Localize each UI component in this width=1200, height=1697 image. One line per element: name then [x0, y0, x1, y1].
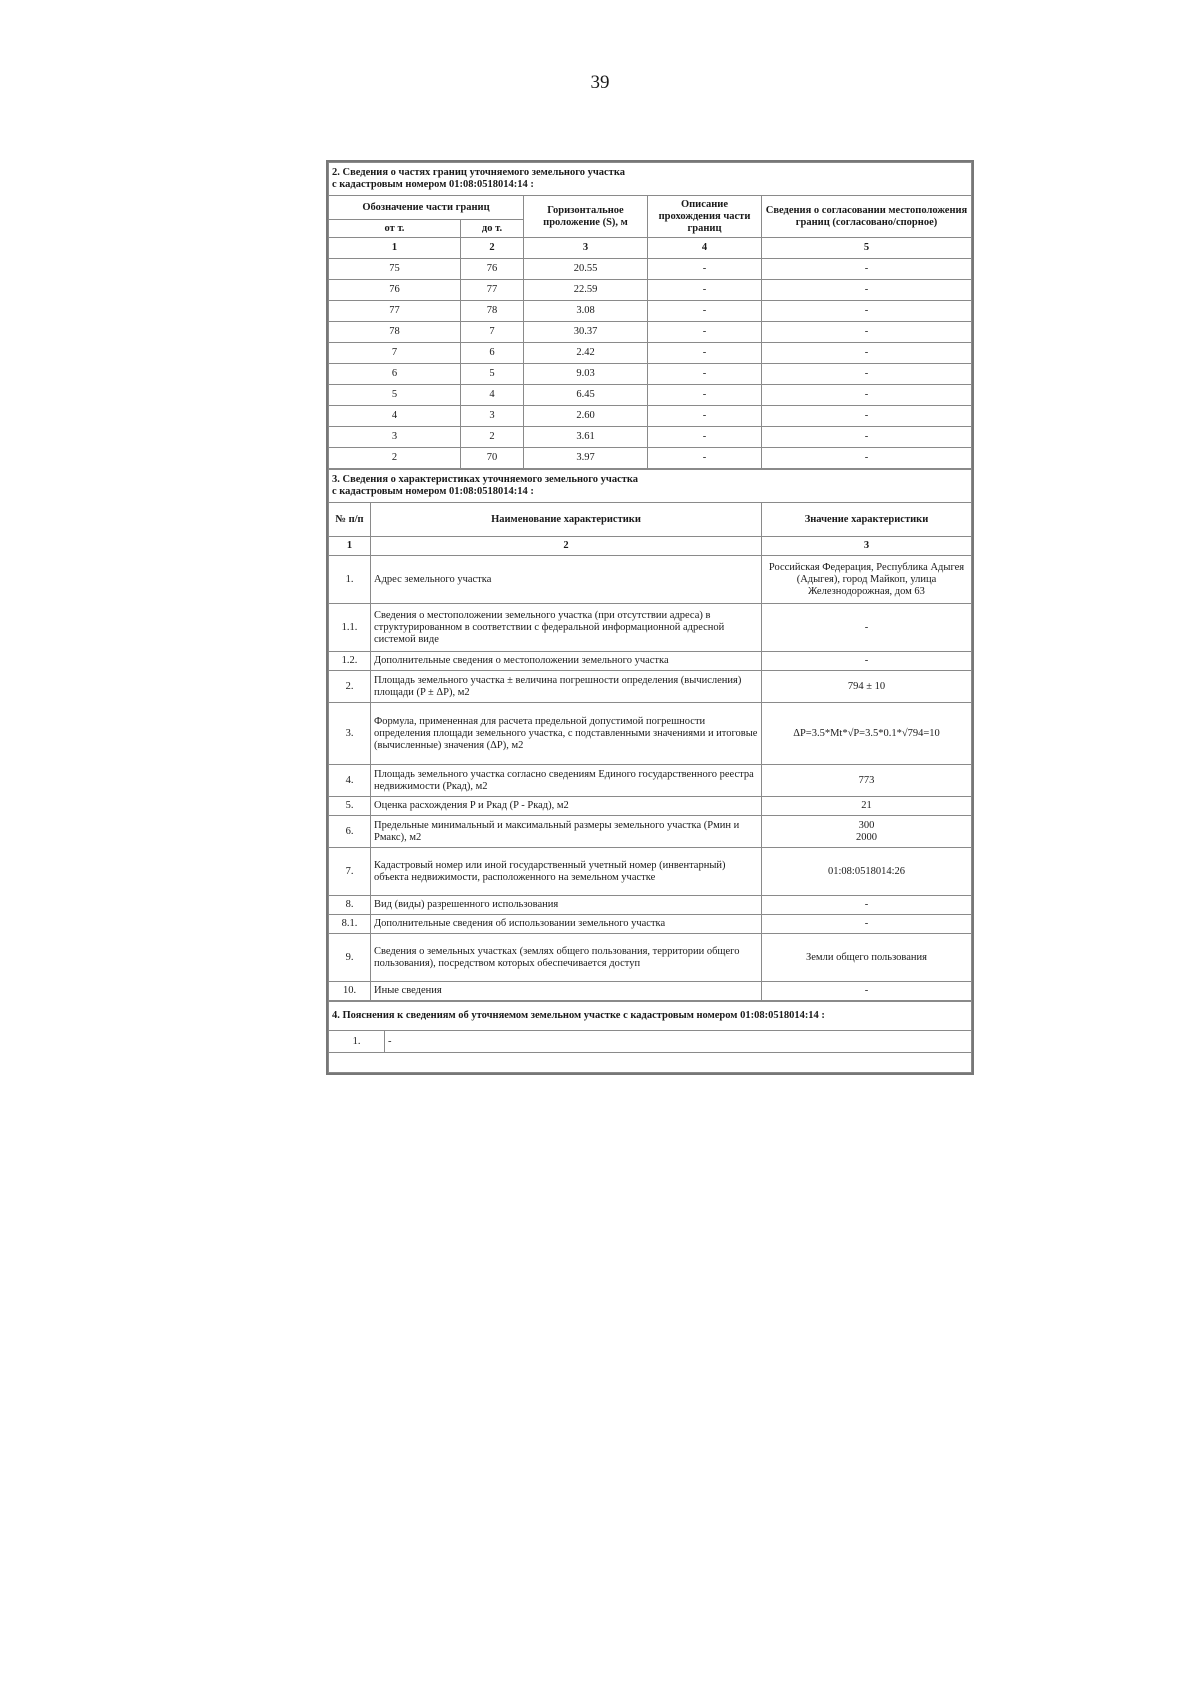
- col-number: 2: [461, 238, 524, 259]
- characteristic-value: 21: [762, 797, 972, 816]
- description: -: [648, 448, 762, 469]
- distance: 9.03: [524, 364, 648, 385]
- col-num-header: № п/п: [329, 503, 371, 537]
- table-row: [329, 604, 972, 652]
- col-description-header: Описание прохождения части границ: [648, 196, 762, 238]
- from-point: 78: [329, 322, 461, 343]
- characteristic-name: Формула, примененная для расчета предельной допустимой погрешности определения площади земельного участка, с подставленными значениями и итоговые (вычисленные) значения (ΔP), м2: [371, 703, 762, 765]
- from-point: 77: [329, 301, 461, 322]
- to-point: 70: [461, 448, 524, 469]
- table-row: [329, 703, 972, 765]
- col-designation-header: Обозначение части границ: [329, 196, 524, 220]
- from-point: 75: [329, 259, 461, 280]
- to-point: 77: [461, 280, 524, 301]
- characteristic-name: Оценка расхождения P и Ркад (P - Ркад), м2: [371, 797, 762, 816]
- row-number: 3.: [329, 703, 371, 765]
- row-number: 9.: [329, 934, 371, 982]
- row-number: 8.1.: [329, 915, 371, 934]
- characteristic-value: Земли общего пользования: [762, 934, 972, 982]
- description: -: [648, 406, 762, 427]
- table-row: [329, 765, 972, 797]
- characteristic-name: Дополнительные сведения о местоположении земельного участка: [371, 652, 762, 671]
- table-row: [329, 915, 972, 934]
- from-point: 7: [329, 343, 461, 364]
- section4-title: 4. Пояснения к сведениям об уточняемом земельном участке с кадастровым номером 01:08:0518014:14 :: [329, 1002, 972, 1031]
- table-row: [329, 556, 972, 604]
- to-point: 76: [461, 259, 524, 280]
- agreement: -: [762, 343, 972, 364]
- table-row: [329, 322, 972, 343]
- from-point: 76: [329, 280, 461, 301]
- table-row-empty: [329, 1053, 972, 1073]
- description: -: [648, 280, 762, 301]
- table-row: [329, 934, 972, 982]
- max-size-value: 2000: [856, 831, 877, 843]
- row-number: 8.: [329, 896, 371, 915]
- section3-title: [329, 470, 972, 503]
- description: -: [648, 301, 762, 322]
- distance: 20.55: [524, 259, 648, 280]
- col-number: 3: [524, 238, 648, 259]
- from-point: 3: [329, 427, 461, 448]
- characteristic-name: Адрес земельного участка: [371, 556, 762, 604]
- cadastral-document: [326, 160, 974, 1075]
- description: -: [648, 322, 762, 343]
- col-number: 1: [329, 238, 461, 259]
- distance: 3.08: [524, 301, 648, 322]
- from-point: 6: [329, 364, 461, 385]
- characteristic-value: 794 ± 10: [762, 671, 972, 703]
- characteristic-name: Предельные минимальный и максимальный размеры земельного участка (Рмин и Рмакс), м2: [371, 816, 762, 848]
- to-point: 6: [461, 343, 524, 364]
- col-to-header: до т.: [461, 220, 524, 238]
- agreement: -: [762, 280, 972, 301]
- row-number: 2.: [329, 671, 371, 703]
- col-number: 2: [371, 537, 762, 556]
- characteristic-value: -: [762, 982, 972, 1001]
- characteristic-name: Иные сведения: [371, 982, 762, 1001]
- col-from-header: от т.: [329, 220, 461, 238]
- to-point: 3: [461, 406, 524, 427]
- col-number: 3: [762, 537, 972, 556]
- to-point: 2: [461, 427, 524, 448]
- row-number: 1.1.: [329, 604, 371, 652]
- description: -: [648, 364, 762, 385]
- col-number: 1: [329, 537, 371, 556]
- agreement: -: [762, 322, 972, 343]
- description: -: [648, 343, 762, 364]
- table-row: [329, 259, 972, 280]
- description: -: [648, 385, 762, 406]
- characteristic-value: Российская Федерация, Республика Адыгея (Адыгея), город Майкоп, улица Железнодорожная, дом 63: [762, 556, 972, 604]
- agreement: -: [762, 385, 972, 406]
- agreement: -: [762, 259, 972, 280]
- row-number: 1.: [329, 556, 371, 604]
- table-row: [329, 896, 972, 915]
- col-agreement-header: Сведения о согласовании местоположения границ (согласовано/спорное): [762, 196, 972, 238]
- to-point: 4: [461, 385, 524, 406]
- description: -: [648, 427, 762, 448]
- characteristic-value: -: [762, 604, 972, 652]
- section2-rows: [329, 259, 972, 469]
- distance: 30.37: [524, 322, 648, 343]
- distance: 22.59: [524, 280, 648, 301]
- section3-rows: [329, 556, 972, 1001]
- table-row: [329, 448, 972, 469]
- characteristic-name: Сведения о местоположении земельного участка (при отсутствии адреса) в структурированном в соответствии с федеральной информационной адресной системой виде: [371, 604, 762, 652]
- table-row: [329, 364, 972, 385]
- table-row: [329, 427, 972, 448]
- distance: 3.61: [524, 427, 648, 448]
- section2-title-line2: с кадастровым номером 01:08:0518014:14 :: [332, 179, 534, 190]
- col-distance-header: Горизонтальное проложение (S), м: [524, 196, 648, 238]
- row-number: 10.: [329, 982, 371, 1001]
- explanation-text: -: [385, 1031, 972, 1053]
- table-row: [329, 982, 972, 1001]
- table-row: [329, 671, 972, 703]
- characteristic-value: [762, 816, 972, 848]
- characteristic-name: Сведения о земельных участках (землях общего пользования, территории общего пользования), посредством которых обеспечивается доступ: [371, 934, 762, 982]
- table-row: [329, 343, 972, 364]
- section3-title-line1: 3. Сведения о характеристиках уточняемого земельного участка: [332, 474, 639, 485]
- min-size-value: 300: [858, 819, 875, 831]
- agreement: -: [762, 364, 972, 385]
- from-point: 4: [329, 406, 461, 427]
- row-number: 1.2.: [329, 652, 371, 671]
- section3-table: [328, 469, 972, 1001]
- table-row: [329, 301, 972, 322]
- distance: 6.45: [524, 385, 648, 406]
- table-row: [329, 816, 972, 848]
- col-value-header: Значение характеристики: [762, 503, 972, 537]
- characteristic-name: Кадастровый номер или иной государственный учетный номер (инвентарный) объекта недвижимости, расположенного на земельном участке: [371, 848, 762, 896]
- section2-table: [328, 162, 972, 469]
- row-number: 6.: [329, 816, 371, 848]
- distance: 3.97: [524, 448, 648, 469]
- agreement: -: [762, 406, 972, 427]
- table-row: [329, 280, 972, 301]
- table-row: [329, 848, 972, 896]
- table-row: [329, 652, 972, 671]
- agreement: -: [762, 427, 972, 448]
- characteristic-value: -: [762, 896, 972, 915]
- section3-title-line2: с кадастровым номером 01:08:0518014:14 :: [332, 486, 534, 497]
- section4-table: [328, 1001, 972, 1073]
- characteristic-value: 773: [762, 765, 972, 797]
- col-number: 4: [648, 238, 762, 259]
- from-point: 2: [329, 448, 461, 469]
- table-row: [329, 406, 972, 427]
- distance: 2.60: [524, 406, 648, 427]
- characteristic-name: Вид (виды) разрешенного использования: [371, 896, 762, 915]
- empty-cell: [329, 1053, 972, 1073]
- table-row: [329, 1031, 972, 1053]
- section2-title-line1: 2. Сведения о частях границ уточняемого земельного участка: [332, 167, 625, 178]
- section2-title: [329, 163, 972, 196]
- agreement: -: [762, 301, 972, 322]
- distance: 2.42: [524, 343, 648, 364]
- characteristic-name: Площадь земельного участка ± величина погрешности определения (вычисления) площади (P ± ΔP), м2: [371, 671, 762, 703]
- row-number: 7.: [329, 848, 371, 896]
- characteristic-name: Площадь земельного участка согласно сведениям Единого государственного реестра недвижимости (Ркад), м2: [371, 765, 762, 797]
- to-point: 5: [461, 364, 524, 385]
- col-name-header: Наименование характеристики: [371, 503, 762, 537]
- characteristic-value: 01:08:0518014:26: [762, 848, 972, 896]
- characteristic-value: -: [762, 652, 972, 671]
- col-number: 5: [762, 238, 972, 259]
- agreement: -: [762, 448, 972, 469]
- table-row: [329, 797, 972, 816]
- row-number: 1.: [329, 1031, 385, 1053]
- to-point: 78: [461, 301, 524, 322]
- characteristic-name: Дополнительные сведения об использовании земельного участка: [371, 915, 762, 934]
- page-number: 39: [590, 72, 610, 93]
- row-number: 4.: [329, 765, 371, 797]
- description: -: [648, 259, 762, 280]
- row-number: 5.: [329, 797, 371, 816]
- from-point: 5: [329, 385, 461, 406]
- table-row: [329, 385, 972, 406]
- characteristic-value: -: [762, 915, 972, 934]
- to-point: 7: [461, 322, 524, 343]
- characteristic-value: ΔP=3.5*Mt*√P=3.5*0.1*√794=10: [762, 703, 972, 765]
